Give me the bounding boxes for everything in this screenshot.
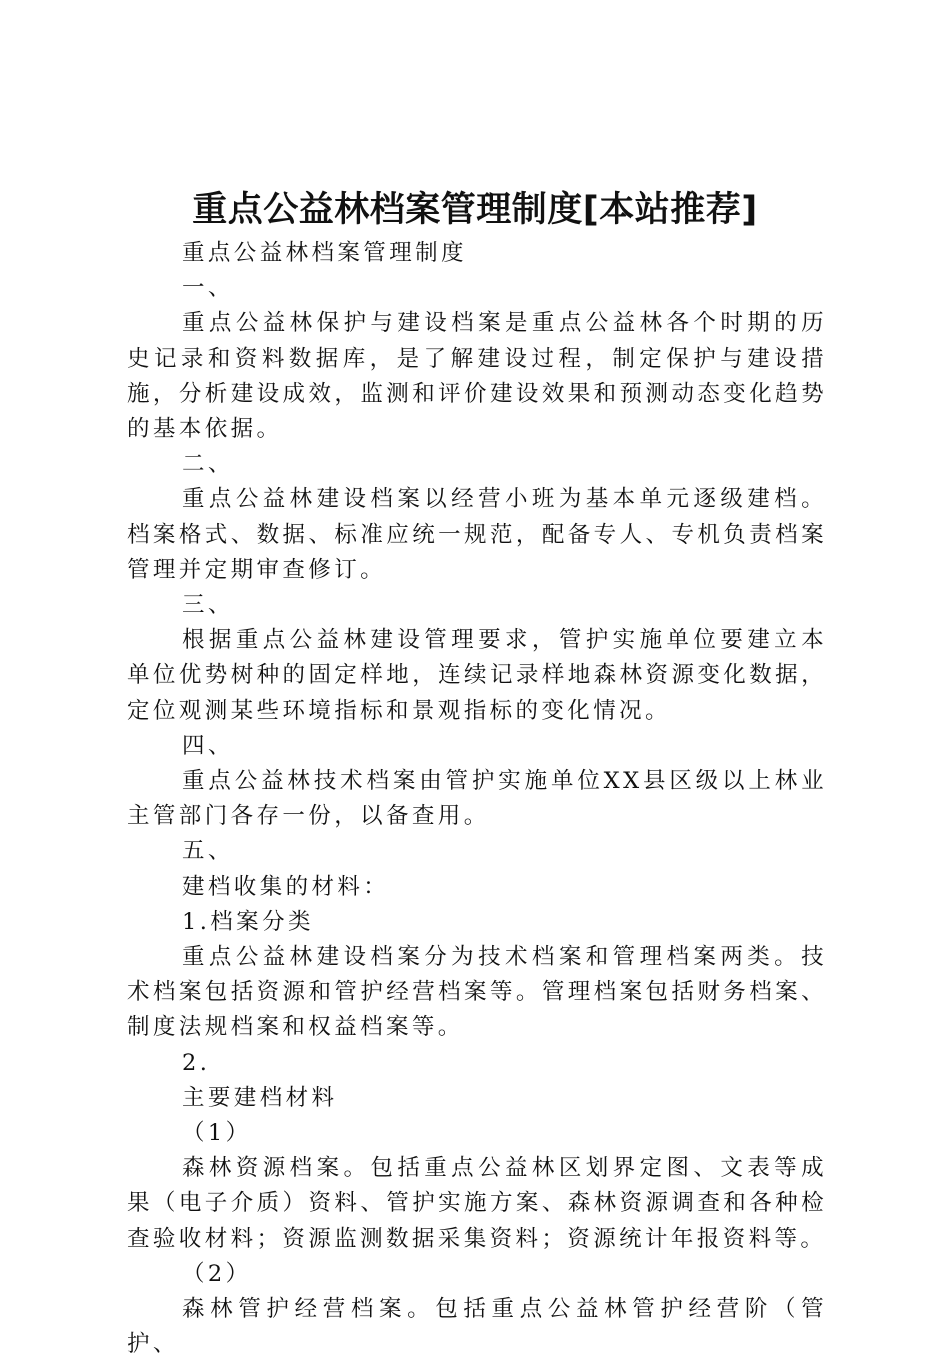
document-title: 重点公益林档案管理制度[本站推荐] — [192, 190, 758, 230]
paragraph: 主要建档材料 — [182, 1084, 338, 1111]
section-heading: 三、 — [182, 592, 234, 619]
paragraph: 2. — [182, 1049, 211, 1076]
paragraph: 1.档案分类 — [182, 908, 314, 935]
paragraph: 重点公益林保护与建设档案是重点公益林各个时期的历史记录和资料数据库，是了解建设过程，制定保护与建设措施，分析建设成效，监测和评价建设效果和预测动态变化趋势的基本依据。 — [127, 310, 827, 443]
section-heading: 四、 — [182, 732, 234, 759]
paragraph: 重点公益林技术档案由管护实施单位XX县区级以上林业主管部门各存一份，以备查用。 — [127, 768, 827, 830]
document-body — [127, 236, 827, 1363]
paragraph: （1） — [182, 1120, 252, 1147]
section-heading: 一、 — [182, 275, 234, 302]
paragraph: 森林管护经营档案。包括重点公益林管护经营阶（管护、 — [127, 1296, 827, 1358]
paragraph: 建档收集的材料： — [182, 873, 390, 900]
paragraph: （2） — [182, 1260, 252, 1287]
section-heading: 五、 — [182, 838, 234, 865]
section-heading: 二、 — [182, 451, 234, 478]
paragraph: 根据重点公益林建设管理要求，管护实施单位要建立本单位优势树种的固定样地，连续记录样地森林资源变化数据，定位观测某些环境指标和景观指标的变化情况。 — [127, 627, 827, 724]
paragraph: 森林资源档案。包括重点公益林区划界定图、文表等成果（电子介质）资料、管护实施方案、森林资源调查和各种检查验收材料；资源监测数据采集资料；资源统计年报资料等。 — [127, 1155, 827, 1252]
paragraph: 重点公益林建设档案分为技术档案和管理档案两类。技术档案包括资源和管护经营档案等。管理档案包括财务档案、制度法规档案和权益档案等。 — [127, 944, 827, 1041]
paragraph: 重点公益林档案管理制度 — [182, 240, 467, 266]
paragraph: 重点公益林建设档案以经营小班为基本单元逐级建档。档案格式、数据、标准应统一规范，配备专人、专机负责档案管理并定期审查修订。 — [127, 486, 827, 583]
